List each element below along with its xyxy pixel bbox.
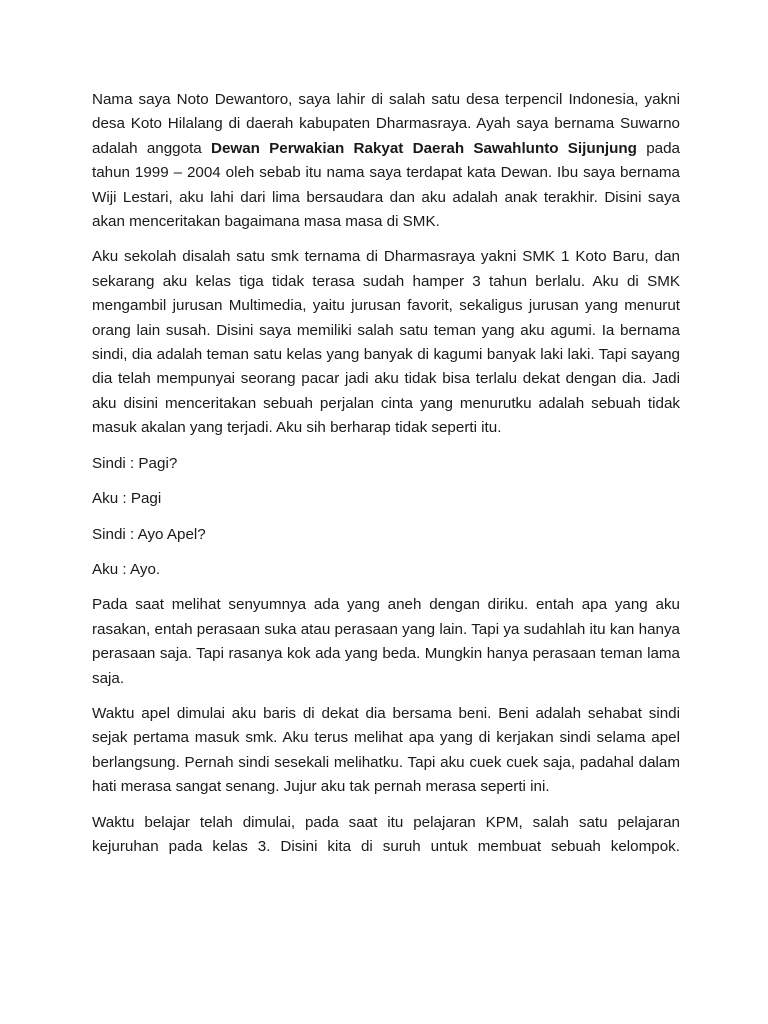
paragraph-smile: Pada saat melihat senyumnya ada yang aneh dengan diriku. entah apa yang aku rasakan, entah perasaan suka atau perasaan yang lain. Tapi ya sudahlah itu kan hanya perasaan saja. Tapi rasanya kok ada yang beda. Mungkin hanya perasaan teman lama saja. [92, 596, 680, 687]
paragraph-intro-text-after: pada tahun 1999 – 2004 oleh sebab itu nama saya terdapat kata Dewan. Ibu saya bernama Wiji Lestari, aku lahi dari lima bersaudara dan aku adalah anak terakhir. Disini saya akan menceritakan bagaimana masa masa di SMK. [92, 139, 680, 231]
dialogue-line-3: Sindi : Ayo Apel? [92, 525, 206, 543]
dialogue-line-4: Aku : Ayo. [92, 560, 161, 578]
paragraph-intro [92, 88, 680, 234]
dialogue-line-2: Aku : Pagi [92, 490, 162, 508]
paragraph-school: Aku sekolah disalah satu smk ternama di Dharmasraya yakni SMK 1 Koto Baru, dan sekarang aku kelas tiga tidak terasa sudah hamper 3 tahun berlalu. Aku di SMK mengambil jurusan Multimedia, yaitu jurusan favorit, sekaligus jurusan yang menurut orang lain susah. Disini saya memiliki salah satu teman yang aku agumi. Ia bernama sindi, dia adalah teman satu kelas yang banyak di kagumi banyak laki laki. Tapi sayang dia telah mempunyai seorang pacar jadi aku tidak bisa terlalu dekat dengan dia. Jadi aku disini menceritakan sebuah perjalan cinta yang menurutku adalah sebuah tidak masuk akalan yang terjadi. Aku sih berharap tidak seperti itu. [92, 248, 680, 437]
paragraph-apel: Waktu apel dimulai aku baris di dekat dia bersama beni. Beni adalah sehabat sindi sejak pertama masuk smk. Aku terus melihat apa yang di kerjakan sindi selama apel berlangsung. Pernah sindi sesekali melihatku. Tapi aku cuek cuek saja, padahal dalam hati merasa sangat senang. Jujur aku tak pernah merasa seperti ini. [92, 704, 680, 796]
paragraph-intro-text-before: Nama saya Noto Dewantoro, saya lahir di salah satu desa terpencil Indonesia, yakni desa Koto Hilalang di daerah kabupaten Dharmasraya. Ayah saya bernama Suwarno adalah anggota [92, 91, 680, 157]
paragraph-belajar: Waktu belajar telah dimulai, pada saat itu pelajaran KPM, salah satu pelajaran kejuruhan pada kelas 3. Disini kita di suruh untuk membuat sebuah kelompok. [92, 813, 680, 855]
paragraph-intro-bold-text: Dewan Perwakian Rakyat Daerah Sawahlunto Sijunjung [210, 139, 637, 157]
document-page [92, 88, 680, 870]
dialogue-line-1: Sindi : Pagi? [92, 454, 178, 472]
